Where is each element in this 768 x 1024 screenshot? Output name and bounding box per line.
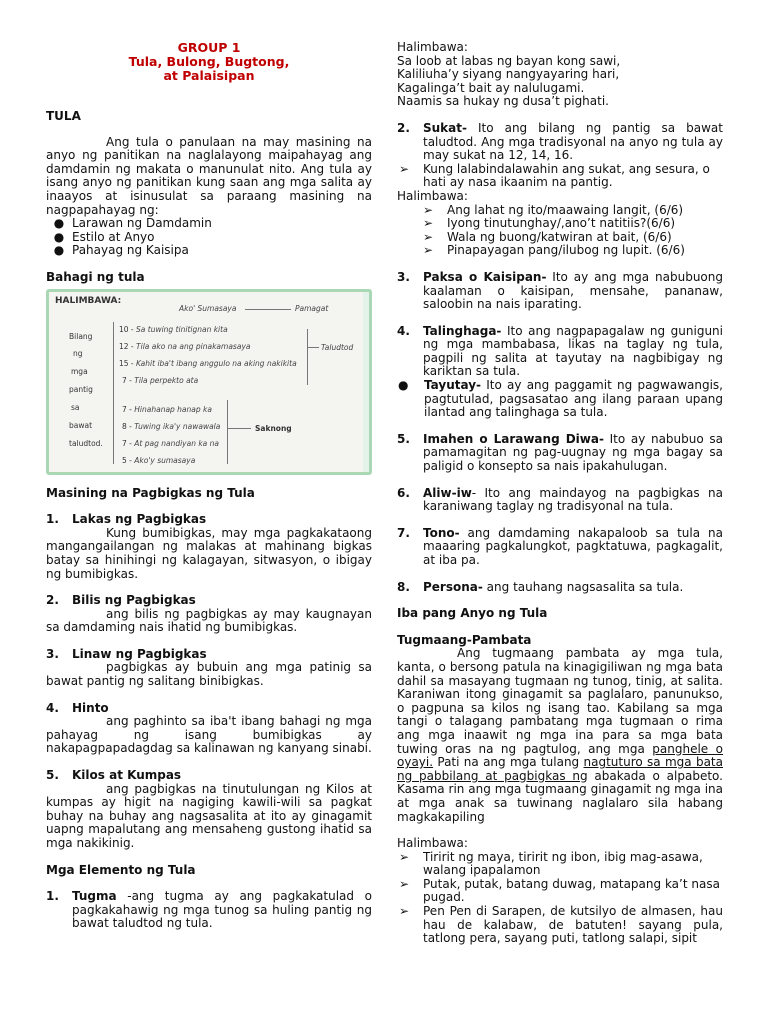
poem-line: Kaliliuha’y siyang nangyayaring hari, [397, 67, 620, 82]
iba-subheading: Tugmaang-Pambata [397, 632, 532, 647]
masining-item: 4. Hinto [46, 700, 109, 715]
elemento-title: Persona- [423, 579, 483, 594]
diagram-left-label: mga [71, 366, 88, 376]
elemento-body: -ang tugma ay ang pagkakatulad o pagkakahawig ng mga tunog sa huling pantig ng bawat taludtod ng tula. [72, 889, 372, 931]
arrow-bullet-icon: ➢ [399, 161, 410, 176]
poem-line: Kagalinga’t bait ay nalulugami. [397, 80, 585, 95]
diagram-saknong: Saknong [255, 423, 292, 433]
elemento-title: Tayutay- [424, 378, 481, 393]
iba-heading: Iba pang Anyo ng Tula [397, 606, 548, 621]
diagram-left-label: bawat [69, 420, 93, 430]
elemento-body: Ito ay nabubuo sa pamamagitan ng pag-uugnay ng mga bagay sa paligid o konsepto sa nais ipakahulugan. [423, 431, 723, 474]
elemento-heading: Mga Elemento ng Tula [46, 862, 196, 877]
elemento-body: ang tauhang nagsasalita sa tula. [482, 579, 684, 594]
arrow-item: ➢ Kung lalabindalawahin ang sukat, ang sesura, o hati ay nasa ikaanim na pantig. [399, 161, 710, 190]
poem-line: Sa tuwing tinitignan kita [136, 324, 228, 334]
masining-heading: Masining na Pagbigkas ng Tula [46, 485, 255, 500]
bullet-item: ● Pahayag ng Kaisipa [53, 243, 189, 258]
masining-item: 3. Linaw ng Pagbigkas [46, 646, 207, 661]
elemento-body: Ito ang bilang ng pantig sa bawat taludtod. Ang mga tradisyonal na anyo ng tula ay may sukat na 12, 14, 16. [423, 120, 723, 163]
right-column [397, 0, 723, 946]
elemento-body: - Ito ang maindayog na pagbigkas na karaniwang taglay ng tradisyonal na tula. [423, 485, 723, 514]
syllable-count: 7 [122, 404, 127, 414]
arrow-item: ➢ Tiririt ng maya, tiririt ng ibon, ibig mag-asawa, walang ipapalamon [399, 849, 703, 878]
diagram-left-label: Bilang [69, 331, 93, 341]
masining-item: 1. Lakas ng Pagbigkas [46, 512, 207, 527]
elemento-title: Paksa o Kaisipan- [423, 269, 547, 284]
poem-line: Sa loob at labas ng bayan kong sawi, [397, 53, 621, 68]
masining-item-body: Kung bumibigkas, may mga pagkakataong mangangailangan ng malakas at mahinang bigkas batay sa hinihingi ng kalagayan, sitwasyon, o ibigay ng bumibigkas. [46, 525, 372, 581]
elemento-item: 6. Aliw-iw- Ito ang maindayog na pagbigkas na karaniwang taglay ng tradisyonal na tula. [397, 485, 723, 514]
masining-item: 2. Bilis ng Pagbigkas [46, 593, 196, 608]
elemento-item: 1. Tugma -ang tugma ay ang pagkakatulad o pagkakahawig ng mga tunog sa huling pantig ng bawat taludtod ng tula. [46, 889, 372, 931]
bullet-item: ● Larawan ng Damdamin [53, 216, 212, 231]
left-column [46, 0, 372, 931]
syllable-count: 10 [119, 324, 129, 334]
arrow-item: ➢ Ang lahat ng ito/maawaing langit, (6/6) [423, 202, 684, 217]
masining-item-body: ang paghinto sa iba't ibang bahagi ng mga pahayag ng isang bumibigkas ay nakapagpapadagdag sa kalinawan ng kanyang sinabi. [46, 714, 372, 756]
elemento-title: Aliw-iw [423, 485, 472, 500]
syllable-count: 5 [122, 455, 127, 465]
doc-title-line1: GROUP 1 [177, 40, 241, 55]
syllable-count: 7 [122, 375, 127, 385]
elemento-title: Imahen o Larawang Diwa- [423, 431, 604, 446]
elemento-item: 5. Imahen o Larawang Diwa- Ito ay nabubuo sa pamamagitan ng pag-uugnay ng mga bagay sa paligid o konsepto sa nais ipakahulugan. [397, 431, 723, 474]
diagram-pamagat: Pamagat [295, 303, 329, 313]
bahagi-diagram-image: HALIMBAWA: Ako' Sumasaya Pamagat Bilang ng mga pantig sa bawat taludtod. 10 - Sa tuwing tinitignan kita 12 - Tila ako na ang pinakamasaya 15 - Kahit iba't ibang anggulo na aking nakikita 7 - Tila perpekto ata Taludtod 7 - Hinahanap hanap ka 8 - Tuwing ika'y nawawala 7 - At pag nandiyan ka na 5 - Ako'y sumasaya Saknong [46, 289, 372, 475]
poem-line: Tila perpekto ata [134, 375, 199, 385]
poem-line: At pag nandiyan ka na [134, 438, 220, 448]
elemento-body: Ito ang nagpapagalaw ng guniguni ng mga mambabasa, likas na taglay ng tula, pagpili ng salita at tayutay na nagbibigay ng kariktan sa tula. [423, 323, 723, 379]
elemento-item: 8. Persona- ang tauhang nagsasalita sa tula. [397, 579, 684, 594]
elemento-title: Talinghaga- [423, 323, 502, 338]
masining-item-body: ang pagbigkas na tinutulungan ng Kilos at kumpas ay higit na nagiging kawili-wili sa pagkat buhay na buhay ang nagsasalita at ito ay ginagamit uapng mapalutang ang mensaheng gustong ihatid sa mga nakikinig. [46, 781, 372, 850]
arrow-item: ➢ Pinapayagan pang/ilubog ng lupit. (6/6) [423, 243, 685, 258]
halimbawa-label: Halimbawa: [397, 188, 468, 203]
elemento-title: Tono- [423, 525, 460, 540]
halimbawa-label: Halimbawa: [397, 40, 468, 54]
tula-heading: TULA [46, 109, 81, 123]
diagram-left-label: sa [71, 402, 80, 412]
diagram-left-label: ng [73, 348, 83, 358]
arrow-item: ➢ Wala ng buong/katwiran at bait, (6/6) [423, 229, 672, 244]
arrow-bullet-icon: ➢ [399, 904, 410, 919]
arrow-bullet-icon: ➢ [423, 229, 434, 244]
syllable-count: 12 [119, 341, 129, 351]
arrow-item: ➢ Iyong tinutunghay/,ano’t natitiis?(6/6) [423, 216, 676, 231]
syllable-count: 15 [119, 358, 129, 368]
poem-line: Ako'y sumasaya [134, 455, 196, 465]
diagram-left-label: pantig [69, 384, 93, 394]
elemento-item: 2. Sukat- Ito ang bilang ng pantig sa bawat taludtod. Ang mga tradisyonal na anyo ng tula ay may sukat na 12, 14, 16. [397, 120, 723, 163]
bahagi-heading: Bahagi ng tula [46, 269, 145, 284]
diagram-title: Ako' Sumasaya [179, 303, 237, 313]
elemento-body: Ito ay ang mga nabubuong kaalaman o kaisipan, mensahe, pananaw, saloobin na nais iparating. [423, 269, 723, 312]
arrow-item: ➢ Putak, putak, batang duwag, matapang ka’t nasa pugad. [399, 876, 720, 905]
arrow-bullet-icon: ➢ [423, 243, 434, 258]
diagram-left-label: taludtod. [69, 438, 103, 448]
poem-line: Tila ako na ang pinakamasaya [136, 341, 251, 351]
elemento-body: ang damdaming nakapaloob sa tula na maaaring pagkalungkot, pagktatuwa, pagkagalit, at iba pa. [423, 525, 723, 567]
elemento-title: Sukat- [423, 120, 467, 135]
halimbawa-label: Halimbawa: [397, 836, 468, 851]
doc-title-line3: at Palaisipan [163, 68, 255, 83]
diagram-taludtod: Taludtod [321, 342, 354, 352]
arrow-bullet-icon: ➢ [399, 849, 410, 864]
elemento-title: Tugma [72, 889, 117, 904]
elemento-item: ● Tayutay- Ito ay ang paggamit ng pagwawangis, pagtutulad, pagsasatao ang ilang paraan upang ilantad ang talinghaga sa tula. [398, 378, 723, 420]
elemento-body: Ito ay ang paggamit ng pagwawangis, pagtutulad, pagsasatao ang ilang paraan upang ilantad ang talinghaga sa tula. [424, 378, 723, 420]
tula-intro: Ang tula o panulaan na may masining na anyo ng panitikan na naglalayong maipahayag ang damdamin ng makata o manunulat nito. Ang tula ay isang anyo ng panitikan kung saan ang mga salita ay inaayos at isinusulat sa paraang masining na nagpapahayag ng: [46, 134, 372, 217]
tugmaan-paragraph: Ang tugmaang pambata ay mga tula, kanta, o bersong patula na kinagigiliwan ng mga bata dahil sa masayang tugmaan ng tunog, tinig, at salita. Karaniwan itong ginagamit sa paglalaro, panunukso, o pagpuna sa kilos ng isang tao. Kabilang sa mga tangi o talagang pambatang mga tugmaan o rima ang mga inaawit ng mga ina para sa mga bata tuwing oras na ng pagtulog, ang mga panghele o oyayi. Pati na ang mga tulang nagtuturo sa mga bata ng pabbilang at pagbigkas ng abakada o alpabeto. Kasama rin ang mga tugmaang ginagamit ng mga ina at mga anak sa tuwinang naglalaro sila habang magkakapiling [397, 646, 723, 824]
arrow-bullet-icon: ➢ [399, 876, 410, 891]
arrow-item: ➢ Pen Pen di Sarapen, de kutsilyo de almasen, hau hau de kalabaw, de batuten! sayang pula, tatlong pera, sayang puti, tatlong salapi, sipit [399, 904, 723, 946]
syllable-count: 8 [122, 421, 127, 431]
arrow-bullet-icon: ➢ [423, 216, 434, 231]
doc-title-line2: Tula, Bulong, Bugtong, [128, 54, 290, 69]
elemento-item: 3. Paksa o Kaisipan- Ito ay ang mga nabubuong kaalaman o kaisipan, mensahe, pananaw, saloobin na nais iparating. [397, 269, 723, 312]
diagram-label: HALIMBAWA: [55, 295, 122, 306]
bullet-item: ● Estilo at Anyo [53, 229, 155, 244]
masining-item-body: ang bilis ng pagbigkas ay may kaugnayan sa damdaming nais ihatid ng bumibigkas. [46, 606, 372, 635]
tula-bullets [46, 217, 372, 258]
syllable-count: 7 [122, 438, 127, 448]
masining-item-body: pagbigkas ay bubuin ang mga patinig sa bawat pantig ng salitang binibigkas. [46, 660, 372, 689]
poem-line: Naamis sa hukay ng dusa’t pighati. [397, 94, 609, 109]
masining-item: 5. Kilos at Kumpas [46, 768, 182, 783]
poem-line: Hinahanap hanap ka [134, 404, 212, 414]
arrow-bullet-icon: ➢ [423, 202, 434, 217]
poem-line: Kahit iba't ibang anggulo na aking nakikita [136, 358, 297, 368]
elemento-item: 7. Tono- ang damdaming nakapaloob sa tula na maaaring pagkalungkot, pagktatuwa, pagkagalit, at iba pa. [397, 525, 723, 567]
poem-line: Tuwing ika'y nawawala [134, 421, 221, 431]
elemento-item: 4. Talinghaga- Ito ang nagpapagalaw ng guniguni ng mga mambabasa, likas na taglay ng tula, pagpili ng salita at tayutay na nagbibigay ng kariktan sa tula. [397, 323, 723, 379]
